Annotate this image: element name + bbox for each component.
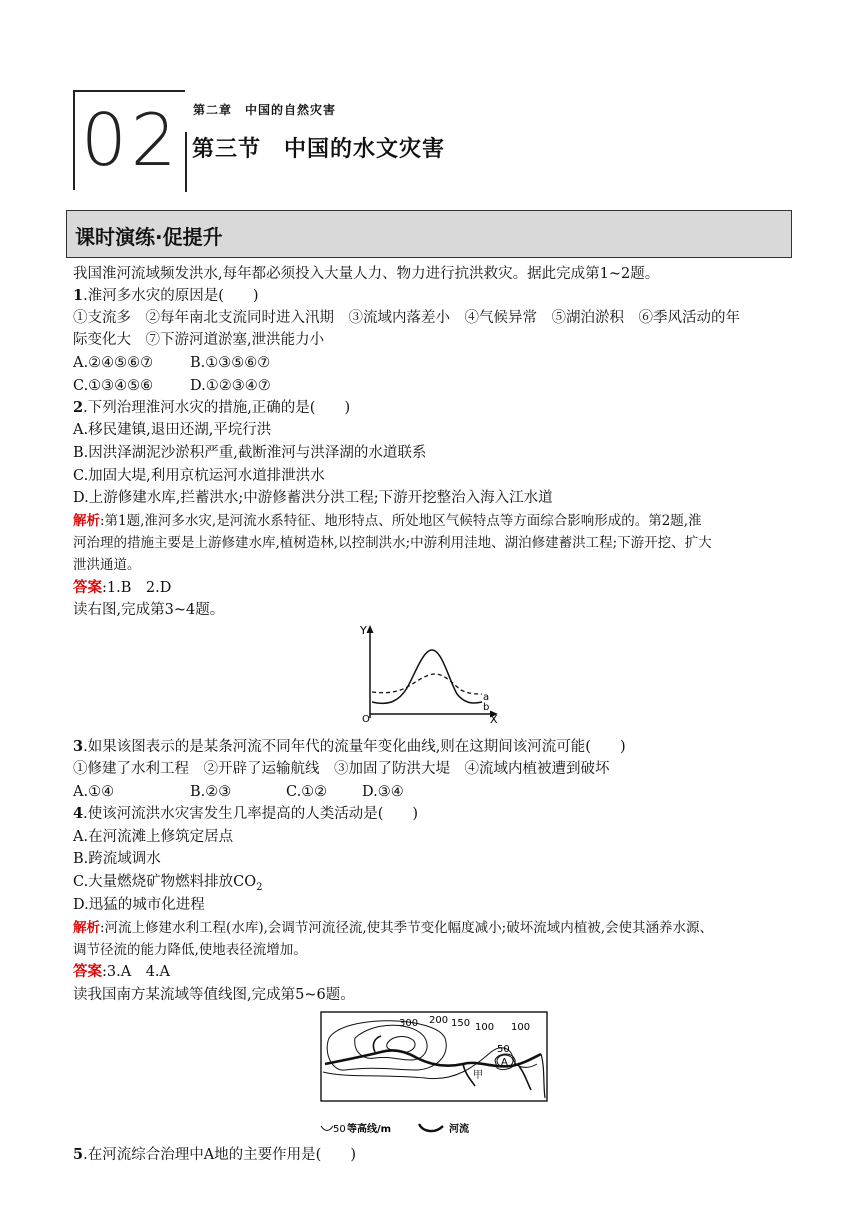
x-axis-label: X: [490, 713, 498, 724]
q1-options-line1: ①支流多 ②每年南北支流同时进入汛期 ③流域内落差小 ④气候异常 ⑤湖泊淤积 ⑥季风活动的年: [73, 310, 740, 326]
contour-label-100a: 100: [475, 1022, 495, 1033]
q2-choice-b: B.因洪泽湖泥沙淤积严重,截断淮河与洪泽湖的水道联系: [73, 445, 427, 461]
legend-contour-symbol: [321, 1126, 333, 1131]
map-point-jia: 甲: [473, 1070, 483, 1081]
q4-text: .使该河流洪水灾害发生几率提高的人类活动是( ): [83, 806, 419, 822]
co2-subscript: 2: [256, 881, 263, 893]
origin-label: O: [362, 714, 370, 724]
legend-river-symbol: [419, 1124, 443, 1131]
section-title: 第三节 中国的水文灾害: [192, 136, 446, 162]
curve-a-dashed: [372, 674, 482, 694]
curve-b-label: b: [483, 702, 490, 713]
q4-number: 4: [73, 805, 84, 822]
q12-analysis-line2: 河治理的措施主要是上游修建水库,植树造林,以控制洪水;中游利用洼地、湖泊修建蓄洪工程;下游开挖、扩大: [73, 535, 712, 551]
q56-intro: 读我国南方某流域等值线图,完成第5~6题。: [73, 987, 355, 1003]
curve-b-solid: [372, 650, 482, 703]
q3-number: 3: [73, 738, 84, 755]
answer-label: 答案: [73, 579, 102, 596]
practice-band: [66, 210, 792, 258]
chapter-label: 第二章 中国的自然灾害: [193, 103, 337, 117]
q1-options-line2: 际变化大 ⑦下游河道淤塞,泄洪能力小: [73, 332, 325, 348]
q2-number: 2: [73, 399, 84, 416]
q3-choice-a: A.①④: [73, 784, 115, 800]
q3-choice-b: B.②③: [190, 784, 232, 800]
q1-number: 1: [73, 287, 84, 304]
q2-choice-a: A.移民建镇,退田还湖,平垸行洪: [73, 422, 272, 438]
contour-label-50: 50: [497, 1044, 510, 1055]
q34-intro: 读右图,完成第3~4题。: [73, 602, 225, 618]
practice-band-title: 课时演练·促提升: [75, 225, 223, 249]
q34-answer: 答案:3.A 4.A: [73, 963, 170, 980]
analysis-label: 解析: [73, 920, 100, 936]
legend-contour-label: 等高线/m: [347, 1124, 392, 1135]
q2-choice-c: C.加固大堤,利用京杭运河水道排泄洪水: [73, 468, 325, 484]
q1-choice-d: D.①②③④⑦: [190, 378, 271, 394]
contour-label-300: 300: [399, 1018, 419, 1029]
legend-contour-value: 50: [333, 1124, 346, 1135]
q2-text: .下列治理淮河水灾的措施,正确的是( ): [83, 400, 351, 416]
question-4: [73, 804, 418, 824]
q5-number: 5: [73, 1146, 84, 1163]
box-corner-decoration: [173, 132, 187, 192]
q3-choice-d: D.③④: [362, 784, 404, 800]
question-1: [73, 286, 259, 306]
q1-choice-a: A.②④⑤⑥⑦: [73, 355, 154, 371]
chapter-number: 02: [81, 98, 181, 182]
q5-text: .在河流综合治理中A地的主要作用是( ): [83, 1147, 356, 1163]
q34-analysis-line2: 调节径流的能力降低,使地表径流增加。: [73, 942, 307, 958]
question-3: [73, 737, 626, 757]
q1-text: .淮河多水灾的原因是( ): [83, 288, 259, 304]
q4-choice-b: B.跨流域调水: [73, 851, 161, 867]
curve-a-label: a: [483, 692, 490, 703]
q12-answer: 答案:1.B 2.D: [73, 579, 172, 596]
chapter-number-box: [73, 90, 185, 190]
legend-river-label: 河流: [449, 1124, 469, 1135]
contour-label-150: 150: [451, 1018, 471, 1029]
q3-text: .如果该图表示的是某条河流不同年代的流量年变化曲线,则在这期间该河流可能( ): [83, 739, 626, 755]
q4-choice-c: C.大量燃烧矿物燃料排放$CO_2$: [73, 874, 263, 893]
contour-map-figure: [315, 1008, 555, 1140]
q12-analysis-line1: 解析:第1题,淮河多水灾,是河流水系特征、地形特点、所处地区气候特点等方面综合影响形成的。第2题,淮: [73, 513, 702, 529]
q1-choice-c: C.①③④⑤⑥: [73, 378, 154, 394]
y-axis-label: Y: [360, 624, 367, 637]
contour-label-100b: 100: [511, 1022, 531, 1033]
q3-options: ①修建了水利工程 ②开辟了运输航线 ③加固了防洪大堤 ④流域内植被遭到破坏: [73, 761, 610, 777]
q4-choice-d: D.迅猛的城市化进程: [73, 897, 205, 913]
contour-label-200: 200: [429, 1015, 449, 1026]
map-point-a: A: [501, 1057, 508, 1068]
q34-analysis-line1: 解析:河流上修建水利工程(水库),会调节河流径流,使其季节变化幅度减小;破坏流域内植被,会使其涵养水源、: [73, 920, 714, 936]
q12-analysis-line3: 泄洪通道。: [73, 557, 141, 573]
q4-choice-a: A.在河流滩上修筑定居点: [73, 829, 234, 845]
answer-label: 答案: [73, 963, 102, 980]
flow-curve-figure: [355, 622, 505, 724]
analysis-label: 解析: [73, 513, 100, 529]
q2-choice-d: D.上游修建水库,拦蓄洪水;中游修蓄洪分洪工程;下游开挖整治入海入江水道: [73, 490, 553, 506]
q12-intro: 我国淮河流域频发洪水,每年都必须投入大量人力、物力进行抗洪救灾。据此完成第1~2题。: [73, 266, 660, 282]
q1-choice-b: B.①③⑤⑥⑦: [190, 355, 271, 371]
q3-choice-c: C.①②: [286, 784, 328, 800]
question-5: [73, 1145, 356, 1165]
question-2: [73, 398, 350, 418]
